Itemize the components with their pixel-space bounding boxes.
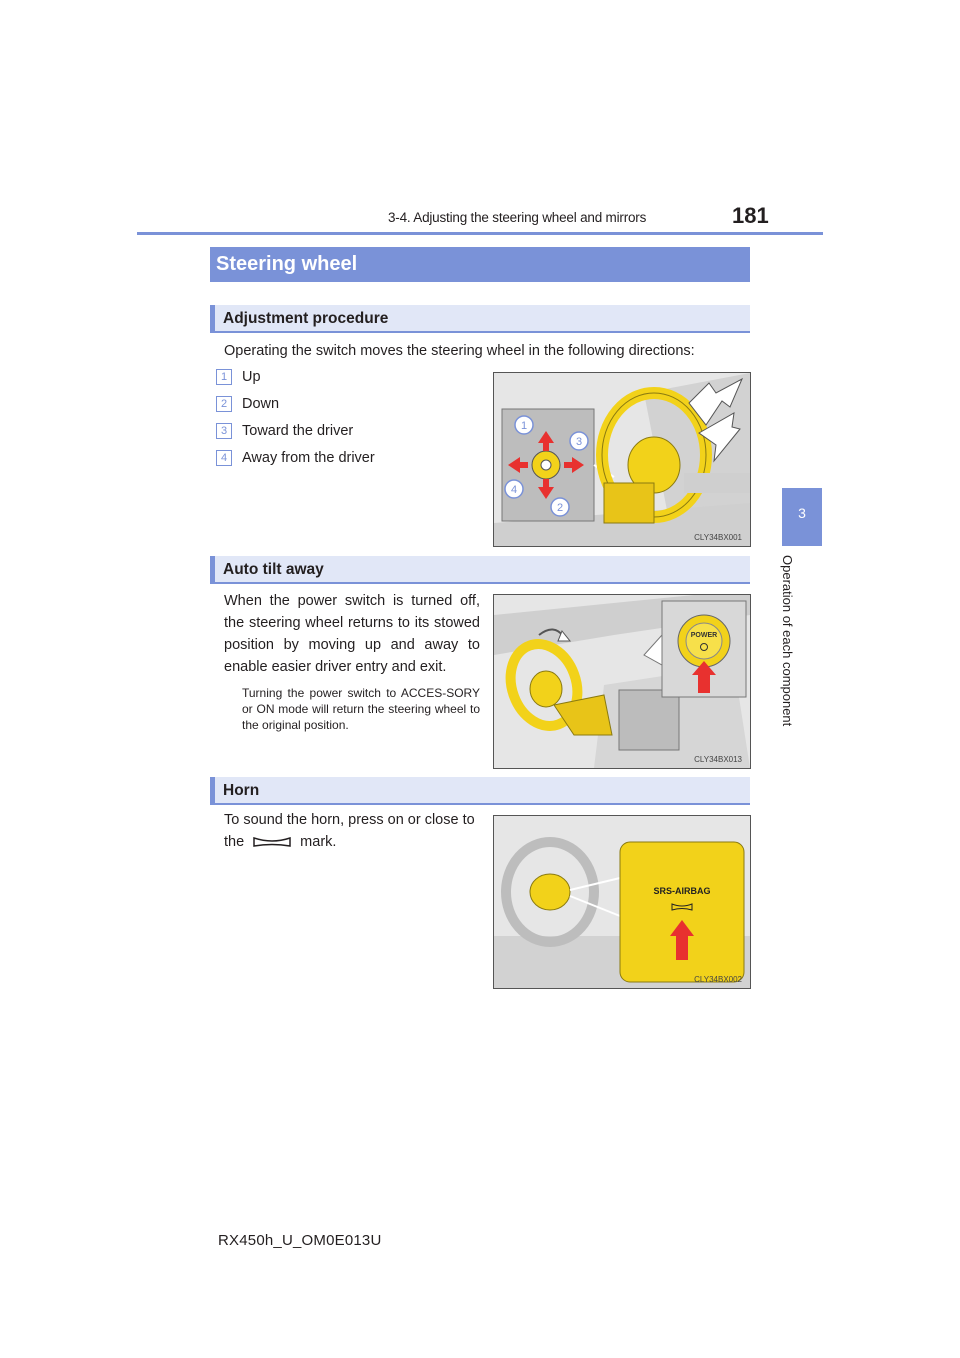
page-number: 181 <box>732 203 769 228</box>
chapter-title: Operation of each component <box>780 555 795 727</box>
callout-1: 1 <box>520 420 528 432</box>
section-header: 3-4. Adjusting the steering wheel and mirrors <box>388 210 647 225</box>
chapter-number: 3 <box>798 505 806 521</box>
auto-tilt-body: When the power switch is turned off, the steering wheel returns to its stowed position by moving up and away to enable easier driver entry and exit. <box>224 593 480 675</box>
horn-body <box>224 809 480 853</box>
item-marker-2: 2 <box>216 396 232 412</box>
horn-figure <box>493 815 751 989</box>
callout-2: 2 <box>556 502 564 514</box>
auto-tilt-heading: Auto tilt away <box>210 556 750 584</box>
item-label-away: Away from the driver <box>242 450 375 466</box>
auto-tilt-illustration <box>494 595 750 768</box>
page-title: Steering wheel <box>210 247 750 282</box>
callout-3: 3 <box>575 436 583 448</box>
item-label-down: Down <box>242 396 280 412</box>
horn-body-after: mark. <box>300 834 337 850</box>
adjustment-intro: Operating the switch moves the steering wheel in the following directions: <box>224 343 695 359</box>
auto-tilt-note: Turning the power switch to ACCES-SORY or ON mode will return the steering wheel to the original position. <box>242 686 480 732</box>
item-marker-3: 3 <box>216 423 232 439</box>
steering-adjust-illustration <box>494 373 750 546</box>
auto-tilt-figure <box>493 594 751 769</box>
horn-body-before: To sound the horn, press on or close to the <box>224 812 475 850</box>
header-rule <box>137 232 823 235</box>
document-code: RX450h_U_OM0E013U <box>218 1232 382 1249</box>
item-marker-4: 4 <box>216 450 232 466</box>
power-button-label: POWER <box>690 632 718 639</box>
item-label-up: Up <box>242 369 261 385</box>
horn-heading: Horn <box>210 777 750 805</box>
figure-code: CLY34BX001 <box>694 533 742 542</box>
callout-4: 4 <box>510 484 518 496</box>
adjustment-heading: Adjustment procedure <box>210 305 750 333</box>
horn-illustration <box>494 816 750 988</box>
figure-code: CLY34BX002 <box>694 975 742 984</box>
horn-icon <box>252 835 292 849</box>
airbag-label: SRS-AIRBAG <box>653 886 711 896</box>
item-marker-1: 1 <box>216 369 232 385</box>
steering-adjust-figure <box>493 372 751 547</box>
figure-code: CLY34BX013 <box>694 755 742 764</box>
item-label-toward: Toward the driver <box>242 423 354 439</box>
